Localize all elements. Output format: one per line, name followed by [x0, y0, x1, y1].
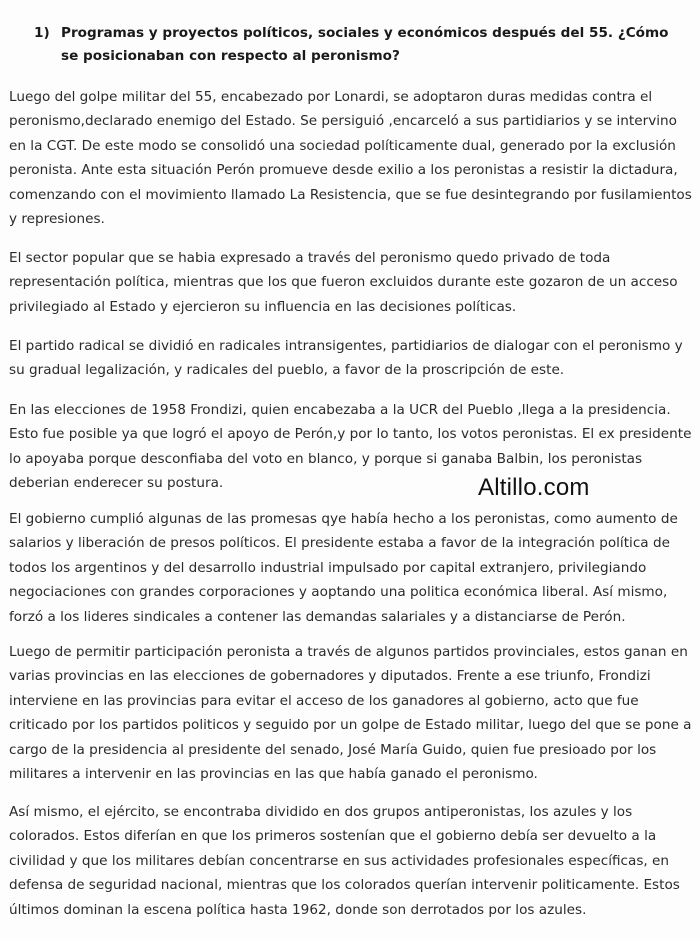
paragraph-4: En las elecciones de 1958 Frondizi, quien encabezaba a la UCR del Pueblo ,llega a la presidencia. Esto fue posible ya que logró el apoyo de Perón,y por lo tanto, los votos peronistas. El ex presidente lo apoyaba porque desconfiaba del voto en blanco, y porque si ganaba Balbin, los peronistas deberian enderecer su postura. — [9, 402, 692, 492]
paragraph-2: El sector popular que se habia expresado a través del peronismo quedo privado de toda representación política, mientras que los que fueron excluidos durante este gozaron de un acceso privilegiado al Estado y ejercieron su influencia en las decisiones políticas. — [9, 250, 678, 315]
question-heading — [34, 22, 674, 68]
paragraph-6: Luego de permitir participación peronista a través de algunos partidos provinciales, estos ganan en varias provincias en las elecciones de gobernadores y diputados. Frente a ese triunfo, Frondizi interviene en las provincias para evitar el acceso de los ganadores al gobierno, acto que fue criticado por los partidos politicos y seguido por un golpe de Estado militar, luego del que se pone a cargo de la presidencia al presidente del senado, José María Guido, quien fue presioado por los militares a intervenir en las provincias en las que había ganado el peronismo. — [9, 644, 692, 783]
question-number: 1) — [34, 25, 50, 41]
question-text: Programas y proyectos políticos, sociales y económicos después del 55. ¿Cómo se posicionaban con respecto al peronismo? — [61, 25, 669, 64]
paragraph-1: Luego del golpe militar del 55, encabezado por Lonardi, se adoptaron duras medidas contra el peronismo,declarado enemigo del Estado. Se persiguió ,encarceló a sus partidiarios y se intervino en la CGT. De este modo se consolidó una sociedad políticamente dual, generado por la exclusión peronista. Ante esta situación Perón promueve desde exilio a los peronistas a resistir la dictadura, comenzando con el movimiento llamado La Resistencia, que se fue desintegrando por fusilamientos y represiones. — [9, 89, 692, 228]
paragraph-5: El gobierno cumplió algunas de las promesas qye había hecho a los peronistas, como aumento de salarios y liberación de presos políticos. El presidente estaba a favor de la integración política de todos los argentinos y del desarrollo industrial impulsado por capital extranjero, privilegiando negociaciones con grandes corporaciones y aoptando una politica económica liberal. Así mismo, forzó a los lideres sindicales a contener las demandas salariales y a distanciarse de Perón. — [9, 511, 678, 625]
paragraph-3: El partido radical se dividió en radicales intransigentes, partidiarios de dialogar con el peronismo y su gradual legalización, y radicales del pueblo, a favor de la proscripción de este. — [9, 338, 683, 379]
paragraph-7: Así mismo, el ejército, se encontraba dividido en dos grupos antiperonistas, los azules y los colorados. Estos diferían en que los primeros sostenían que el gobierno debía ser devuelto a la civilidad y que los militares debían concentrarse en sus actividades profesionales específicas, en defensa de seguridad nacional, mientras que los colorados querían intervenir politicamente. Estos últimos dominan la escena política hasta 1962, donde son derrotados por los azules. — [9, 804, 680, 918]
watermark-text: Altillo.com — [478, 474, 590, 501]
